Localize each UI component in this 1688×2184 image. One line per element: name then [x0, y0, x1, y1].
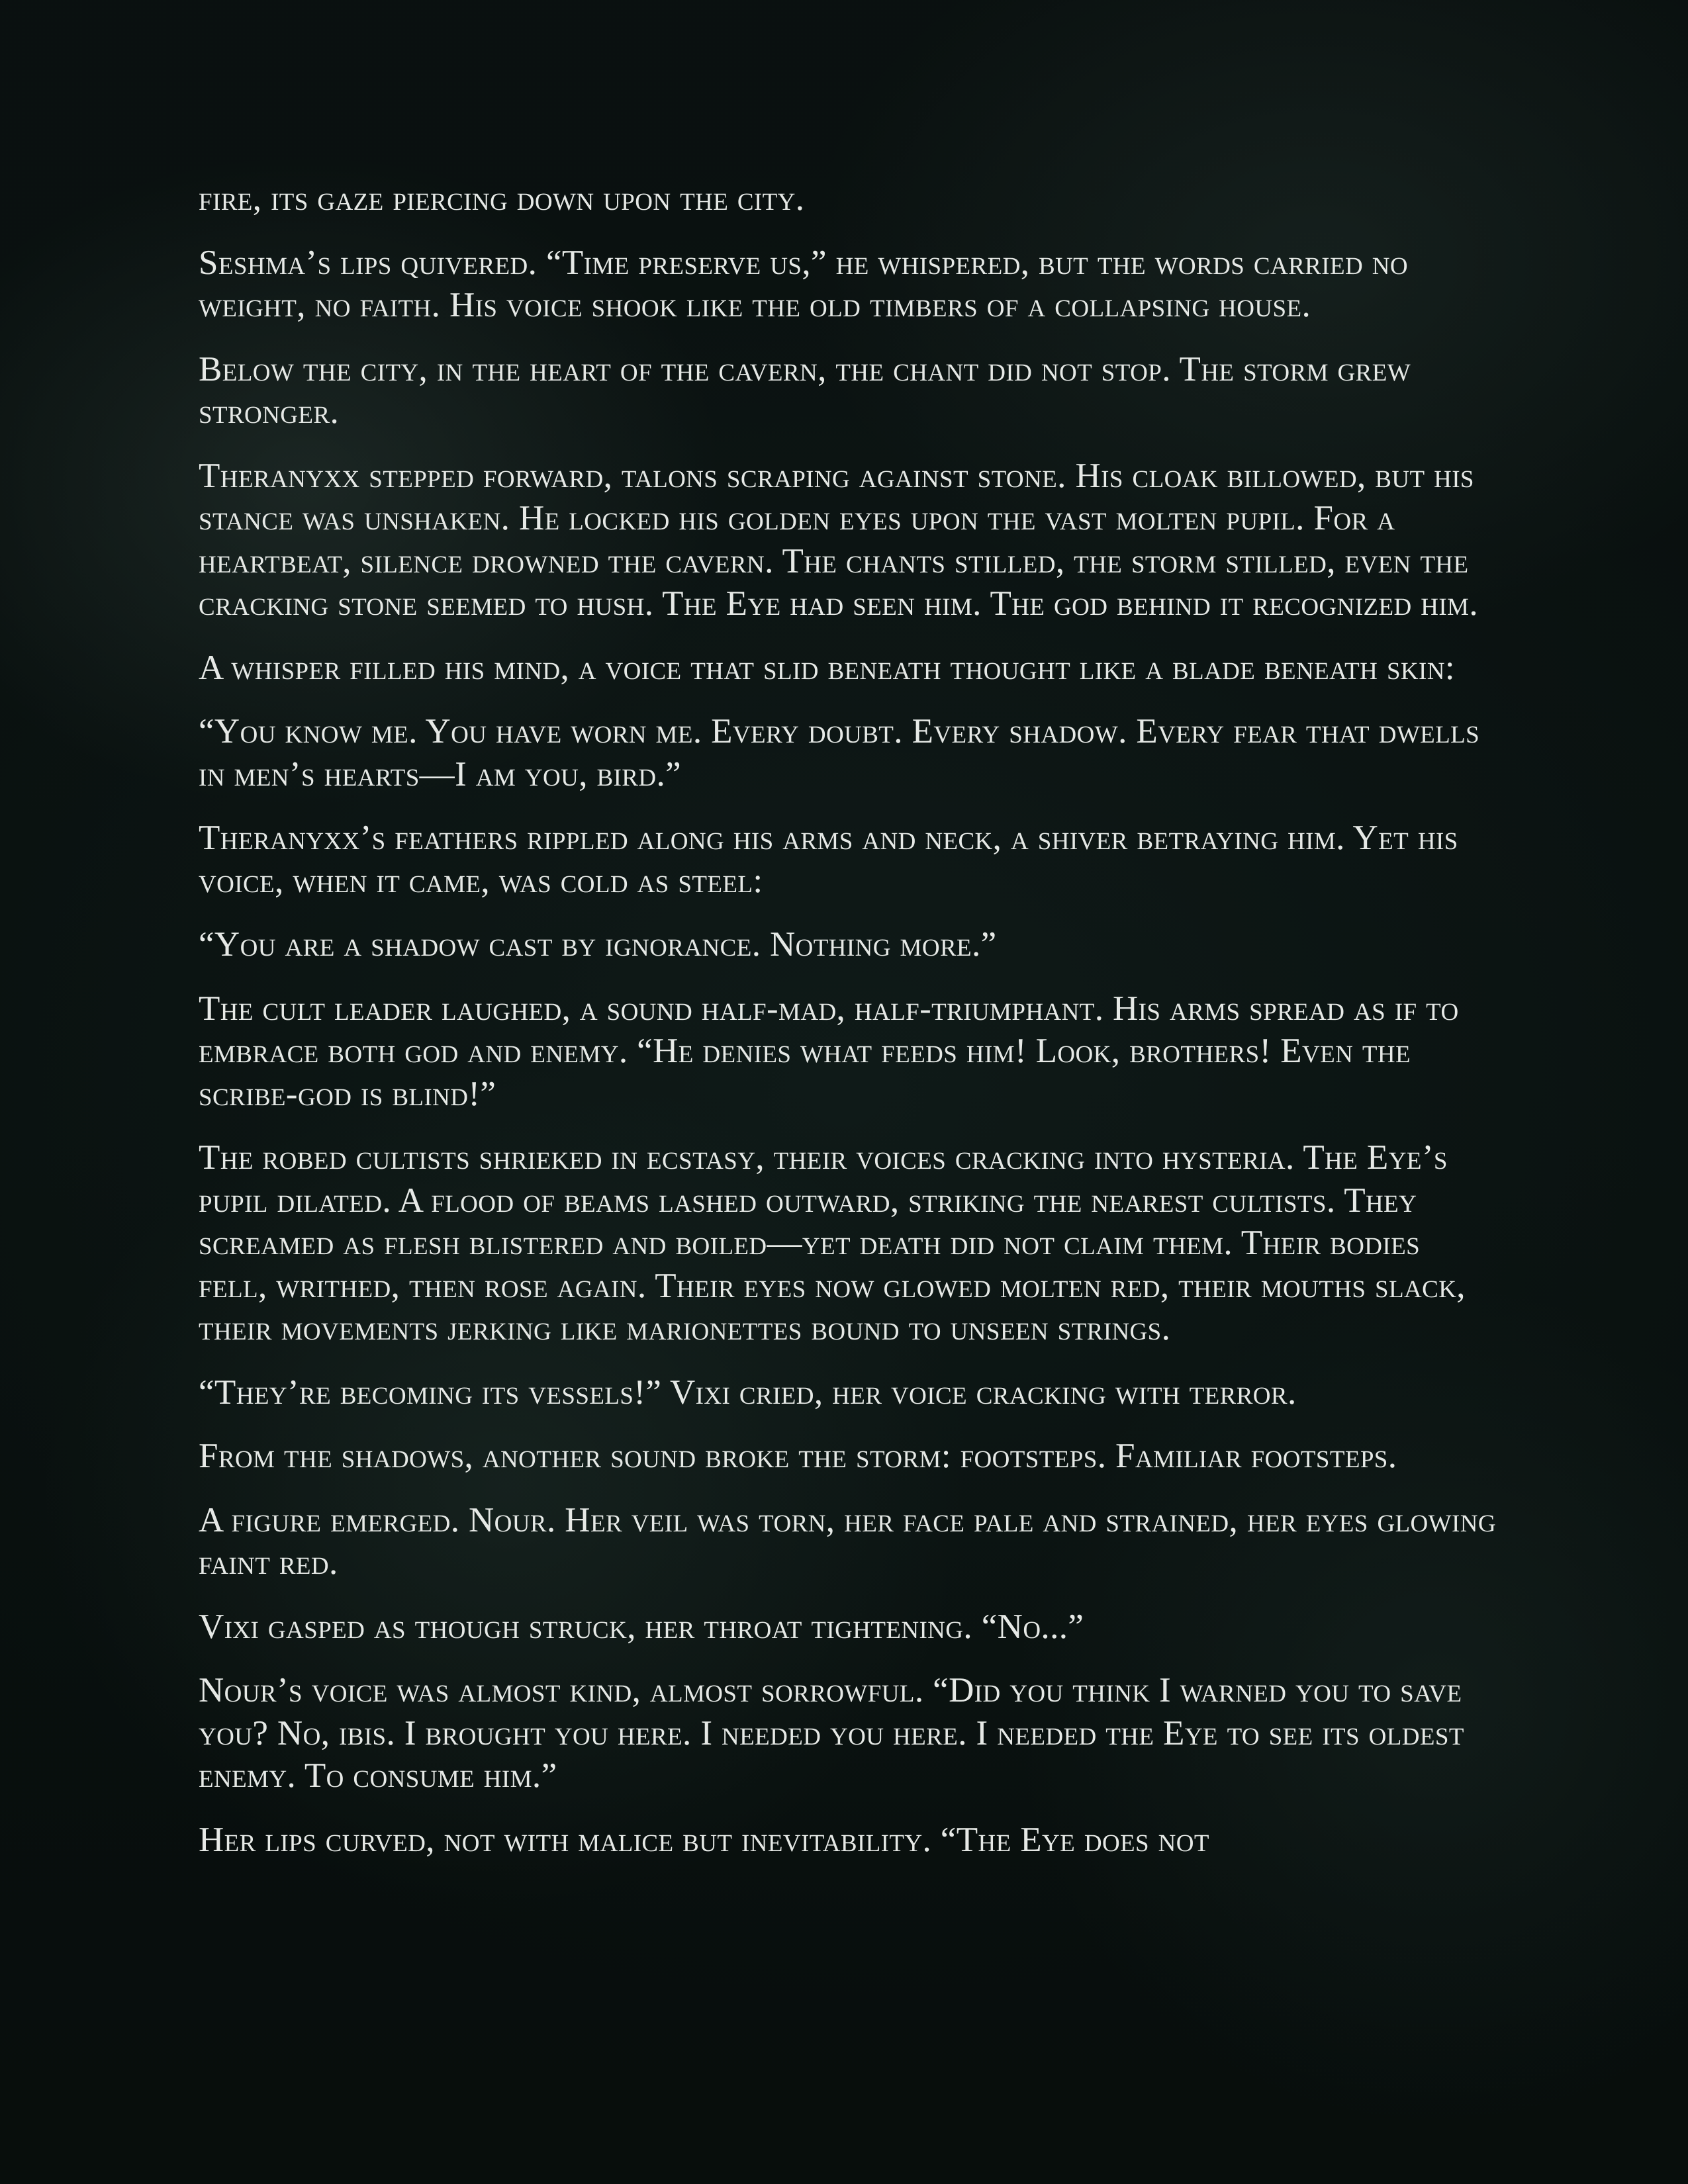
paragraph-12: From the shadows, another sound broke the storm: footsteps. Familiar footsteps.: [199, 1437, 1397, 1475]
paragraph-3: Below the city, in the heart of the cavern, the chant did not stop. The storm grew stronger.: [199, 349, 1411, 431]
paragraph-14: Vixi gasped as though struck, her throat tightening. “No...”: [199, 1607, 1084, 1646]
paragraph-11: “They’re becoming its vessels!” Vixi cried, her voice cracking with terror.: [199, 1373, 1297, 1412]
paragraph-7: Theranyxx’s feathers rippled along his arms and neck, a shiver betraying him. Yet his voice, when it came, was cold as steel:: [199, 819, 1458, 900]
paragraph-10: The robed cultists shrieked in ecstasy, their voices cracking into hysteria. The Eye’s pupil dilated. A flood of beams lashed outward, striking the nearest cultists. They screamed as flesh blistered and boiled—yet death did not claim them. Their bodies fell, writhed, then rose again. Their eyes now glowed molten red, their mouths slack, their movements jerking like marionettes bound to unseen strings.: [199, 1138, 1466, 1347]
paragraph-13: A figure emerged. Nour. Her veil was torn, her face pale and strained, her eyes glowing faint red.: [199, 1500, 1496, 1582]
paragraph-4: Theranyxx stepped forward, talons scraping against stone. His cloak billowed, but his stance was unshaken. He locked his golden eyes upon the vast molten pupil. For a heartbeat, silence drowned the cavern. The chants stilled, the storm stilled, even the cracking stone seemed to hush. The Eye had seen him. The god behind it recognized him.: [199, 456, 1479, 623]
paragraph-1: fire, its gaze piercing down upon the city.: [199, 179, 805, 218]
paragraph-5: A whisper filled his mind, a voice that slid beneath thought like a blade beneath skin:: [199, 648, 1456, 687]
paragraph-16: Her lips curved, not with malice but inevitability. “The Eye does not: [199, 1820, 1209, 1859]
paragraph-2: Seshma’s lips quivered. “Time preserve us,” he whispered, but the words carried no weight, no faith. His voice shook like the old timbers of a collapsing house.: [199, 243, 1408, 324]
paragraph-8: “You are a shadow cast by ignorance. Nothing more.”: [199, 925, 997, 964]
paragraph-9: The cult leader laughed, a sound half-mad, half-triumphant. His arms spread as if to embrace both god and enemy. “He denies what feeds him! Look, brothers! Even the scribe-god is blind!”: [199, 989, 1459, 1113]
paragraph-15: Nour’s voice was almost kind, almost sorrowful. “Did you think I warned you to save you? No, ibis. I brought you here. I needed you here. I needed the Eye to see its oldest enemy. To consume him.”: [199, 1671, 1464, 1795]
paragraph-6: “You know me. You have worn me. Every doubt. Every shadow. Every fear that dwells in men’s hearts—I am you, bird.”: [199, 712, 1480, 794]
story-text-column: [199, 177, 1496, 1861]
